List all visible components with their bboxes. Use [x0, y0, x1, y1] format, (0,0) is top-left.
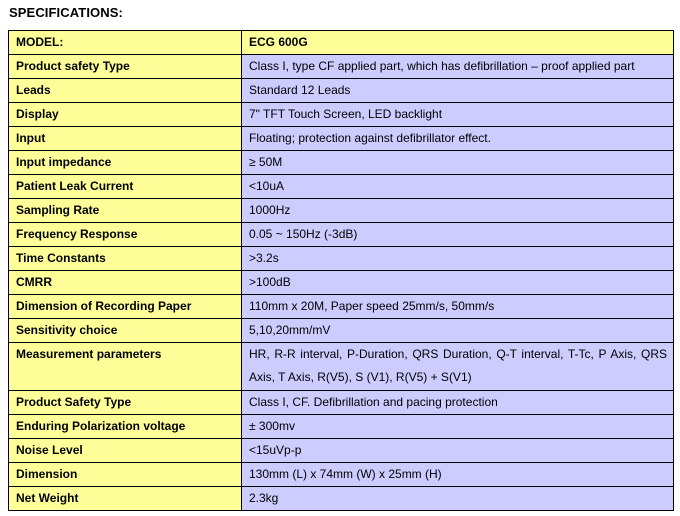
- table-header-row: [9, 31, 674, 55]
- spec-label: Display: [9, 103, 242, 127]
- table-row: [9, 127, 674, 151]
- model-label: MODEL:: [9, 31, 242, 55]
- spec-label: CMRR: [9, 271, 242, 295]
- spec-label: Net Weight: [9, 487, 242, 511]
- table-row: [9, 439, 674, 463]
- spec-label: Leads: [9, 79, 242, 103]
- spec-value: ≥ 50M: [242, 151, 674, 175]
- spec-label: Product Safety Type: [9, 391, 242, 415]
- spec-value: 1000Hz: [242, 199, 674, 223]
- spec-value: <15uVp-p: [242, 439, 674, 463]
- spec-label: Sensitivity choice: [9, 319, 242, 343]
- spec-value: ± 300mv: [242, 415, 674, 439]
- spec-value: Class I, type CF applied part, which has defibrillation – proof applied part: [242, 55, 674, 79]
- spec-value: HR, R-R interval, P-Duration, QRS Duration, Q-T interval, T-Tc, P Axis, QRS Axis, T Axis, R(V5), S (V1), R(V5) + S(V1): [242, 343, 674, 391]
- spec-label: Enduring Polarization voltage: [9, 415, 242, 439]
- model-value: ECG 600G: [242, 31, 674, 55]
- spec-label: Input impedance: [9, 151, 242, 175]
- table-row: [9, 391, 674, 415]
- spec-value: 0.05 ~ 150Hz (-3dB): [242, 223, 674, 247]
- table-row: [9, 463, 674, 487]
- table-row: [9, 247, 674, 271]
- spec-value: 5,10,20mm/mV: [242, 319, 674, 343]
- spec-label: Patient Leak Current: [9, 175, 242, 199]
- spec-value: >100dB: [242, 271, 674, 295]
- spec-label: Sampling Rate: [9, 199, 242, 223]
- spec-label: Product safety Type: [9, 55, 242, 79]
- spec-label: Time Constants: [9, 247, 242, 271]
- spec-label: Frequency Response: [9, 223, 242, 247]
- table-row: [9, 319, 674, 343]
- table-row: [9, 151, 674, 175]
- spec-value: Class I, CF. Defibrillation and pacing protection: [242, 391, 674, 415]
- table-row: [9, 271, 674, 295]
- spec-value: 130mm (L) x 74mm (W) x 25mm (H): [242, 463, 674, 487]
- spec-label: Input: [9, 127, 242, 151]
- table-row: [9, 175, 674, 199]
- spec-label: Dimension of Recording Paper: [9, 295, 242, 319]
- spec-label: Dimension: [9, 463, 242, 487]
- table-row: [9, 343, 674, 391]
- spec-value: 110mm x 20M, Paper speed 25mm/s, 50mm/s: [242, 295, 674, 319]
- spec-value: <10uA: [242, 175, 674, 199]
- table-row: [9, 415, 674, 439]
- table-row: [9, 487, 674, 511]
- spec-value: Standard 12 Leads: [242, 79, 674, 103]
- table-row: [9, 55, 674, 79]
- table-row: [9, 199, 674, 223]
- spec-value: Floating; protection against defibrillator effect.: [242, 127, 674, 151]
- table-row: [9, 103, 674, 127]
- spec-label: Noise Level: [9, 439, 242, 463]
- specifications-table: [8, 30, 674, 511]
- table-row: [9, 79, 674, 103]
- page-title: SPECIFICATIONS:: [9, 5, 123, 20]
- spec-label: Measurement parameters: [9, 343, 242, 391]
- spec-value: 2.3kg: [242, 487, 674, 511]
- table-row: [9, 295, 674, 319]
- table-row: [9, 223, 674, 247]
- spec-value: 7" TFT Touch Screen, LED backlight: [242, 103, 674, 127]
- spec-value: >3.2s: [242, 247, 674, 271]
